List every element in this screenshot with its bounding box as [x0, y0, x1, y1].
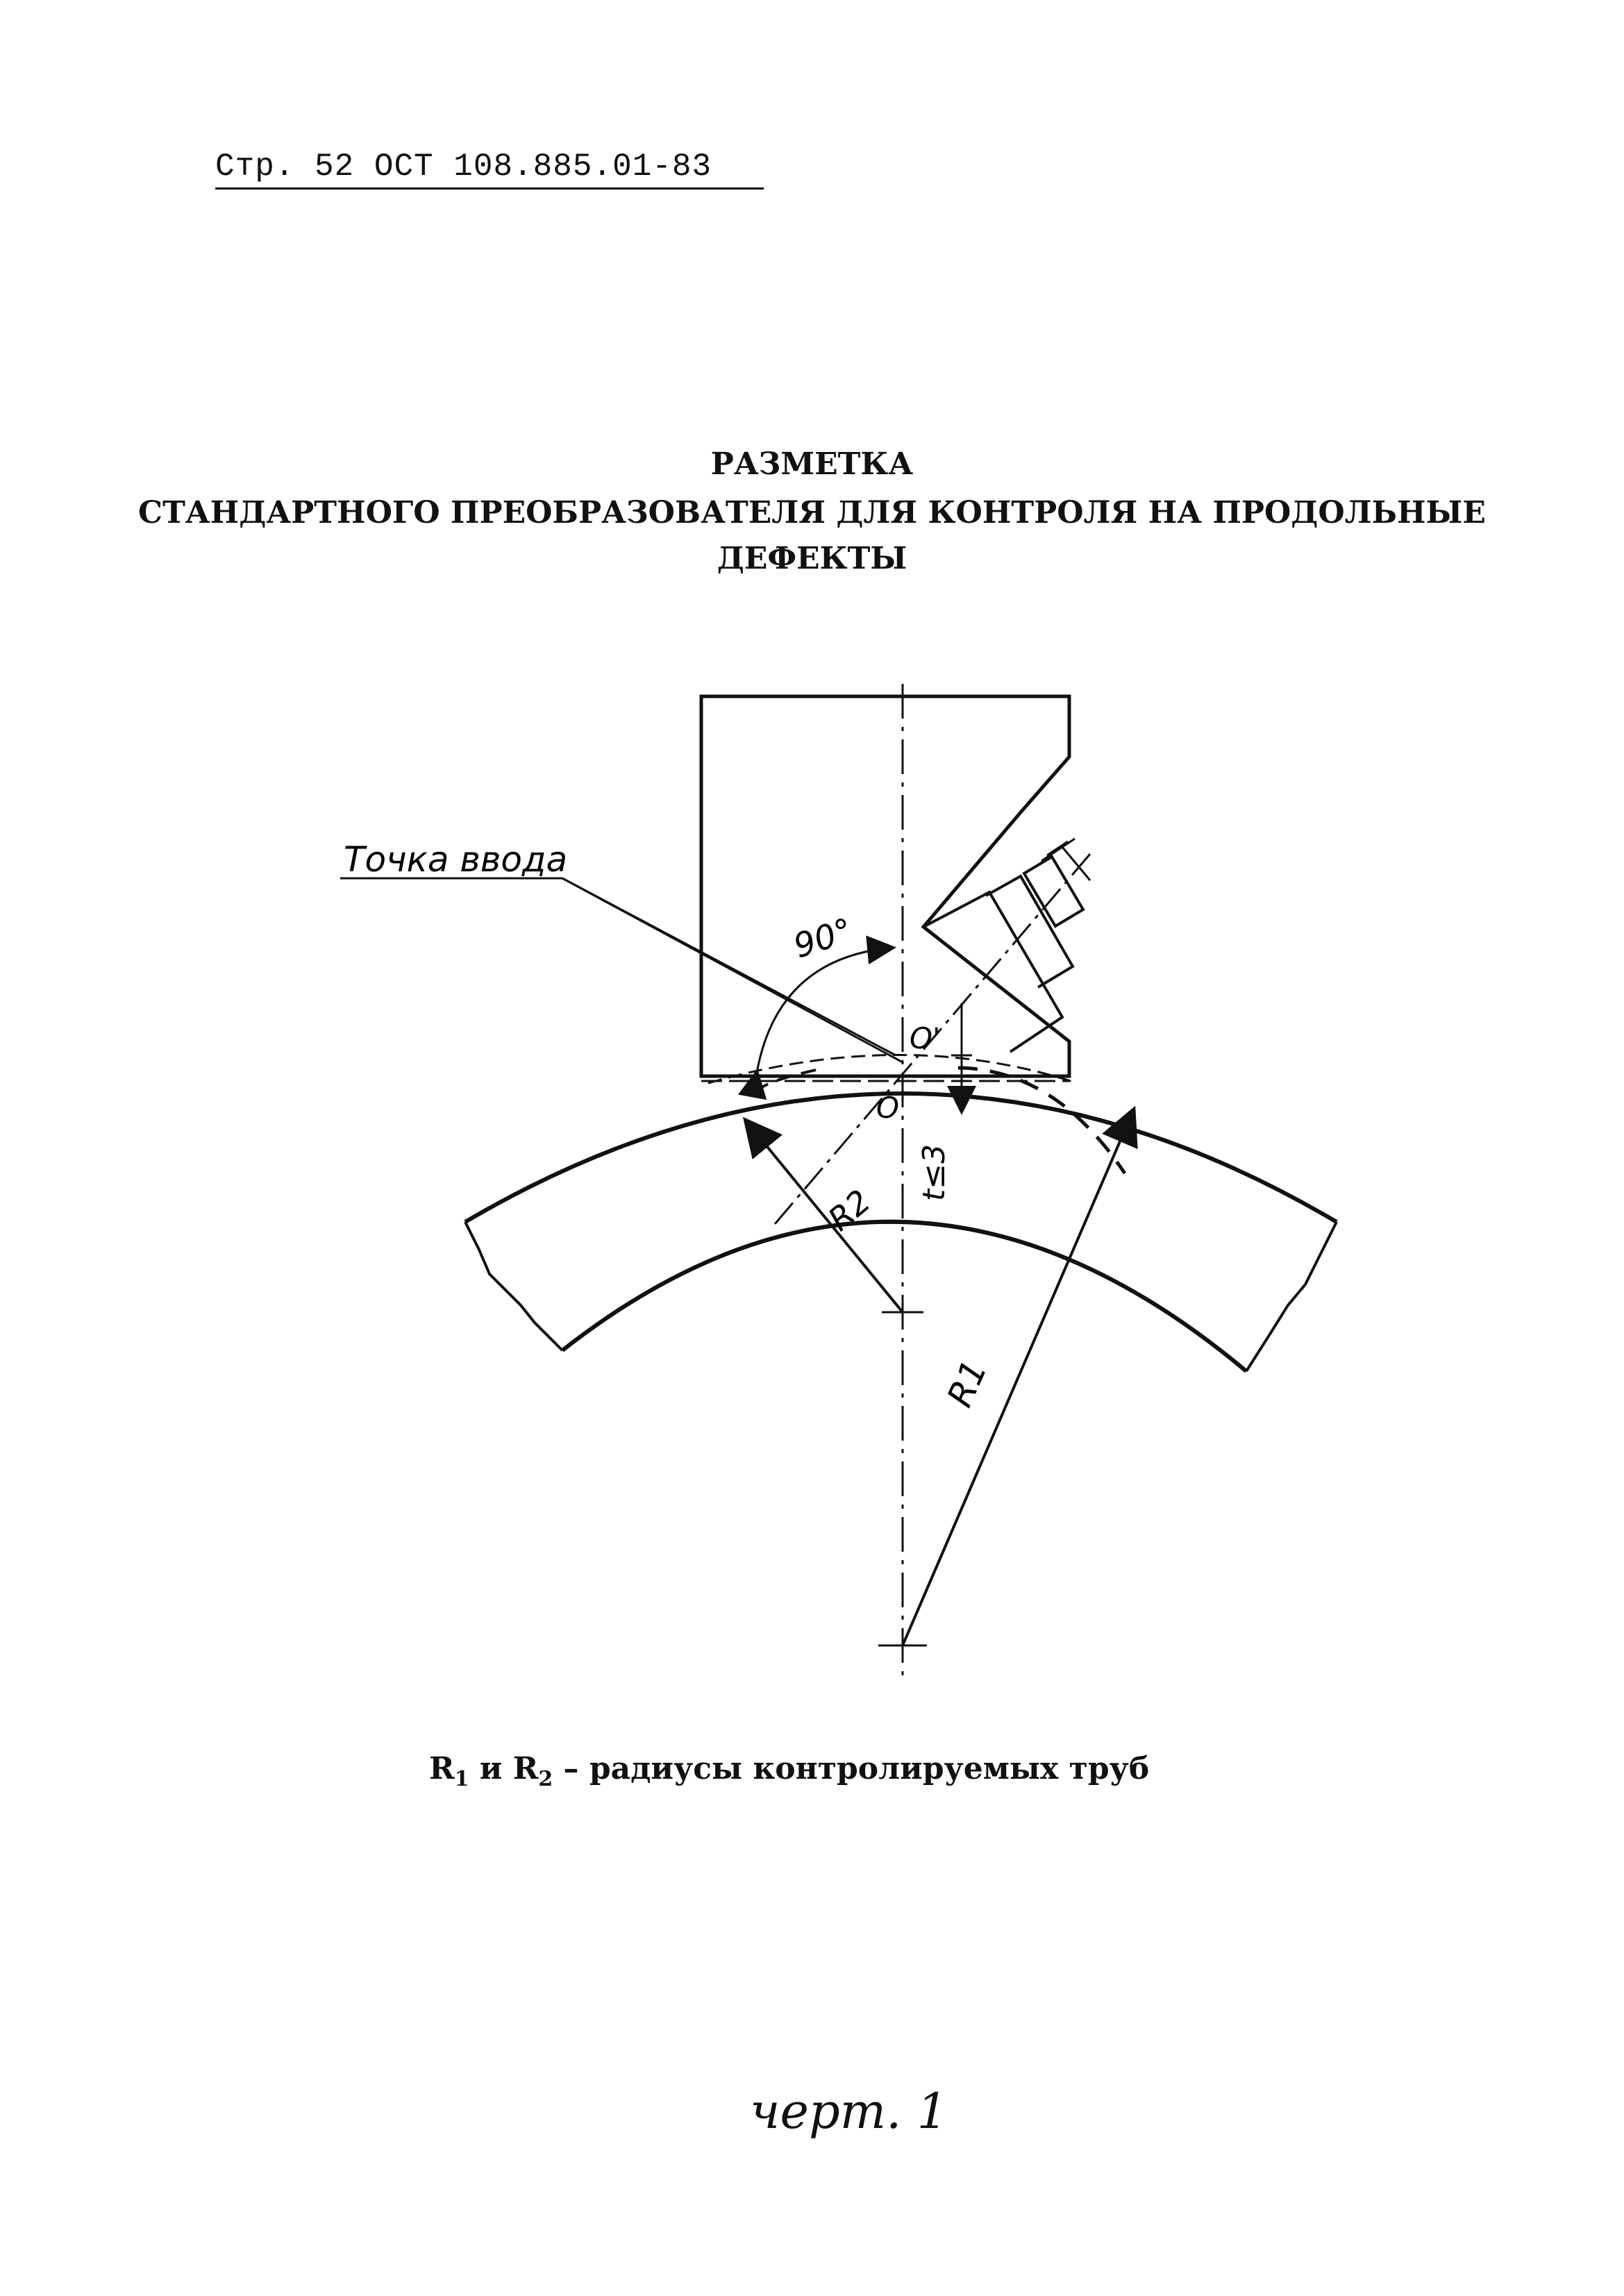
- page-header-text: Стр. 52 ОСТ 108.885.01-83: [215, 149, 712, 185]
- figure-caption: [429, 1751, 1149, 1791]
- title-line-3: ДЕФЕКТЫ: [717, 541, 907, 576]
- r2-label: R2: [821, 1182, 878, 1239]
- r1-label: R1: [939, 1354, 996, 1413]
- entry-point-leader-2: [562, 878, 903, 1062]
- drawing-number: черт. 1: [750, 2083, 948, 2140]
- pipe-outer-arc: [465, 1093, 1337, 1222]
- point-o-label: O: [876, 1091, 900, 1125]
- caption-text: – радиусы контролируемых труб: [563, 1751, 1150, 1786]
- angle-arc: [757, 948, 892, 1073]
- caption-r1: R: [429, 1751, 455, 1786]
- transducer-contact-arc: [708, 1055, 1073, 1083]
- transducer-element: [923, 892, 1062, 1052]
- caption-r2-sub: 2: [538, 1766, 553, 1791]
- entry-point-label: Точка ввода: [344, 839, 568, 880]
- caption-and: и: [469, 1751, 513, 1786]
- pipe-left-end: [465, 1222, 562, 1350]
- transducer-body: [701, 696, 1069, 1076]
- pipe-inner-arc: [562, 1222, 1246, 1371]
- transducer-connector: [986, 876, 1073, 987]
- title-line-2: СТАНДАРТНОГО ПРЕОБРАЗОВАТЕЛЯ ДЛЯ КОНТРОЛЯ НА ПРОДОЛЬНЫЕ: [138, 495, 1486, 530]
- point-o-prime-label: O': [910, 1021, 941, 1055]
- connector-nut: [1024, 857, 1083, 926]
- thickness-label: t≤3: [916, 1143, 952, 1201]
- caption-r2: R: [512, 1751, 539, 1786]
- pipe-right-end: [1246, 1222, 1337, 1371]
- title-line-1: РАЗМЕТКА: [710, 446, 914, 482]
- angle-label: 90°: [789, 910, 857, 966]
- r2-radius-line: [746, 1121, 903, 1312]
- caption-r1-sub: 1: [454, 1766, 469, 1791]
